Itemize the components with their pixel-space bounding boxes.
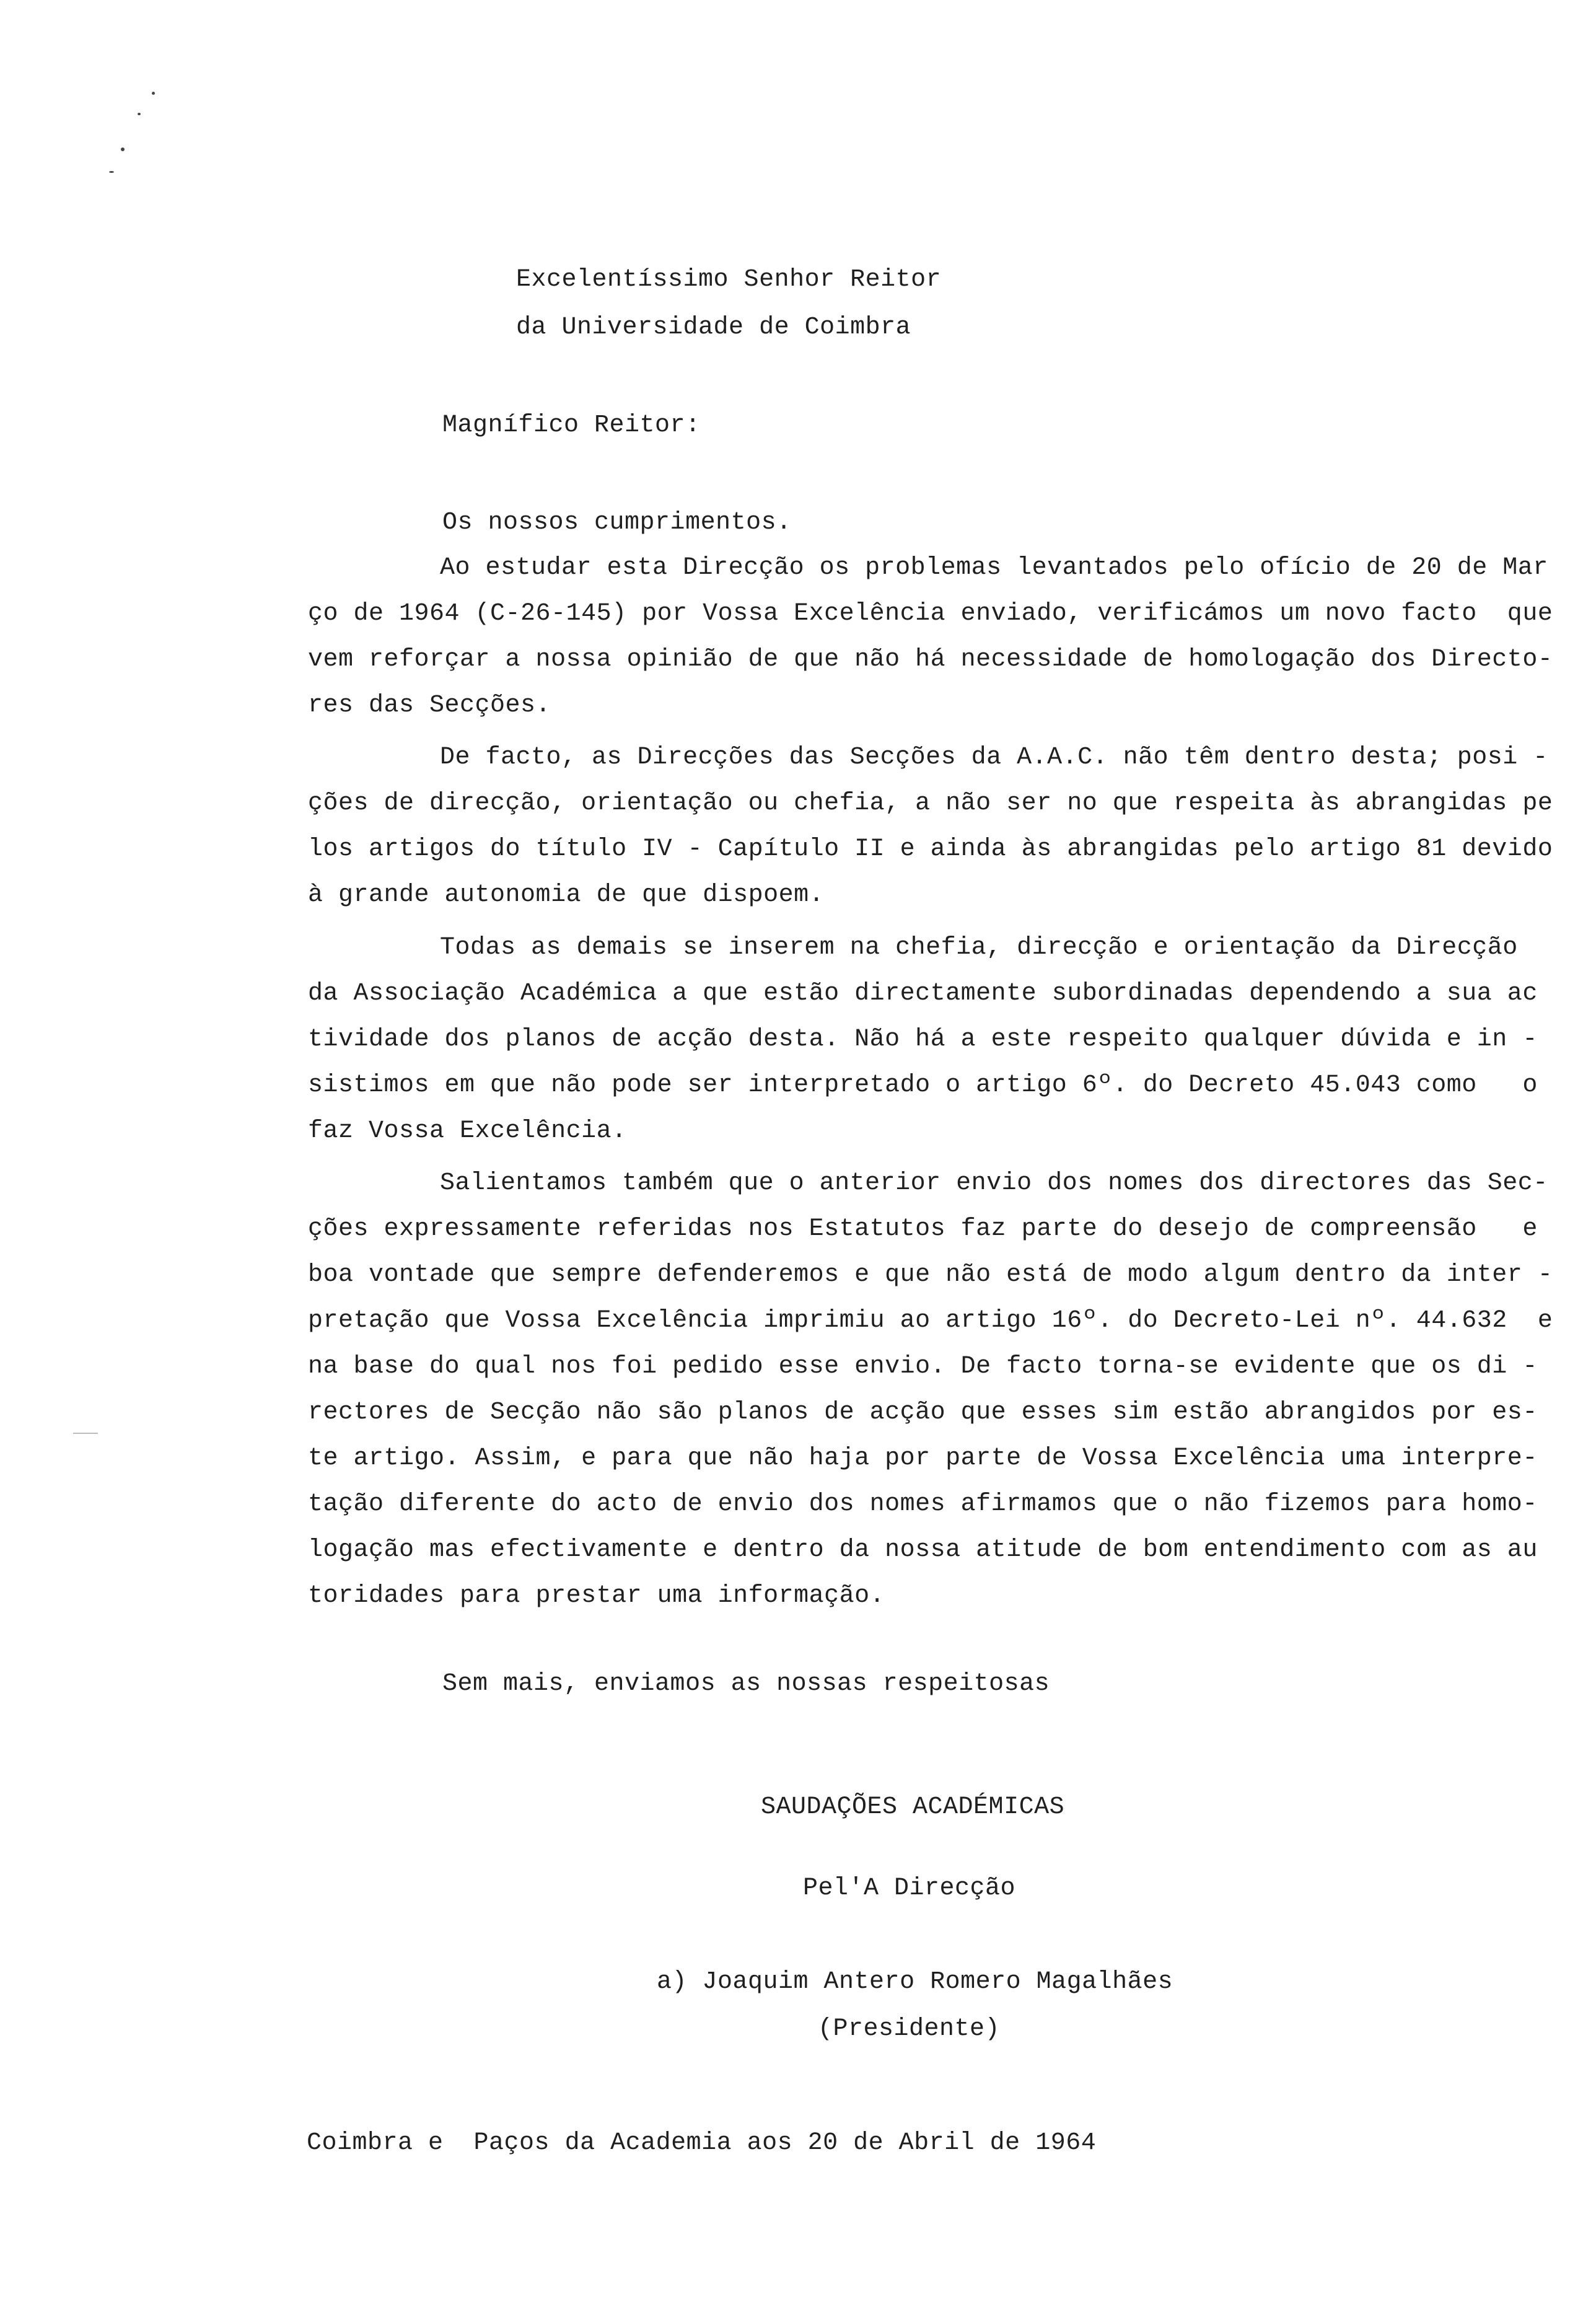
signatory-name: a) Joaquim Antero Romero Magalhães <box>657 1968 1173 1996</box>
paragraph-3-line: da Associação Académica a que estão directamente subordinadas dependendo a sua ac <box>308 980 1538 1008</box>
paragraph-4-line: te artigo. Assim, e para que não haja por parte de Vossa Excelência uma interpre- <box>308 1444 1538 1472</box>
paragraph-4-line: rectores de Secção não são planos de acção que esses sim estão abrangidos por es- <box>308 1399 1538 1426</box>
ink-speck <box>109 171 114 173</box>
salutation: Magnífico Reitor: <box>442 411 701 439</box>
paragraph-4-line: ções expressamente referidas nos Estatutos faz parte do desejo de compreensão e <box>308 1215 1538 1243</box>
address-line-2: da Universidade de Coimbra <box>516 314 911 341</box>
paragraph-3-line: Todas as demais se inserem na chefia, direcção e orientação da Direcção <box>440 934 1518 962</box>
paragraph-4-line: logação mas efectivamente e dentro da nossa atitude de bom entendimento com as au <box>308 1536 1538 1564</box>
paragraph-2-line: ções de direcção, orientação ou chefia, a não ser no que respeita às abrangidas pe <box>308 789 1553 817</box>
paragraph-1-line: res das Secções. <box>308 692 551 719</box>
ink-speck <box>138 113 141 115</box>
paragraph-4-line: boa vontade que sempre defenderemos e que não está de modo algum dentro da inter - <box>308 1261 1553 1289</box>
ink-speck <box>152 92 155 95</box>
signatory-role: (Presidente) <box>818 2015 1001 2043</box>
paper-mark <box>73 1433 98 1434</box>
paragraph-2-line: De facto, as Direcções das Secções da A.A.C. não têm dentro desta; posi - <box>440 744 1548 771</box>
closing-line: Sem mais, enviamos as nossas respeitosas <box>442 1670 1050 1698</box>
paragraph-2-line: à grande autonomia de que dispoem. <box>308 881 825 909</box>
signature-on-behalf: Pel'A Direcção <box>803 1874 1016 1902</box>
paragraph-4-line: pretação que Vossa Excelência imprimiu ao artigo 16º. do Decreto-Lei nº. 44.632 e <box>308 1307 1553 1335</box>
salutation-closing: SAUDAÇÕES ACADÉMICAS <box>761 1793 1065 1821</box>
paragraph-1-line: ço de 1964 (C-26-145) por Vossa Excelência enviado, verificámos um novo facto que <box>308 600 1553 628</box>
ink-speck <box>121 147 125 151</box>
paragraph-4-line: na base do qual nos foi pedido esse envio. De facto torna-se evidente que os di - <box>308 1353 1538 1381</box>
paragraph-4-line: Salientamos também que o anterior envio dos nomes dos directores das Sec- <box>440 1169 1548 1197</box>
paragraph-4-line: toridades para prestar uma informação. <box>308 1582 885 1610</box>
paragraph-2-line: los artigos do título IV - Capítulo II e ainda às abrangidas pelo artigo 81 devido <box>308 835 1553 863</box>
paragraph-1-line: vem reforçar a nossa opinião de que não há necessidade de homologação dos Directo- <box>308 646 1553 674</box>
place-date: Coimbra e Paços da Academia aos 20 de Abril de 1964 <box>307 2129 1097 2157</box>
greeting: Os nossos cumprimentos. <box>442 509 792 537</box>
address-line-1: Excelentíssimo Senhor Reitor <box>516 266 942 294</box>
paragraph-3-line: faz Vossa Excelência. <box>308 1117 627 1145</box>
paragraph-4-line: tação diferente do acto de envio dos nomes afirmamos que o não fizemos para homo- <box>308 1490 1538 1518</box>
paragraph-3-line: tividade dos planos de acção desta. Não há a este respeito qualquer dúvida e in - <box>308 1026 1538 1053</box>
paragraph-3-line: sistimos em que não pode ser interpretado o artigo 6º. do Decreto 45.043 como o <box>308 1071 1538 1099</box>
paragraph-1-line: Ao estudar esta Direcção os problemas levantados pelo ofício de 20 de Mar <box>440 554 1548 582</box>
